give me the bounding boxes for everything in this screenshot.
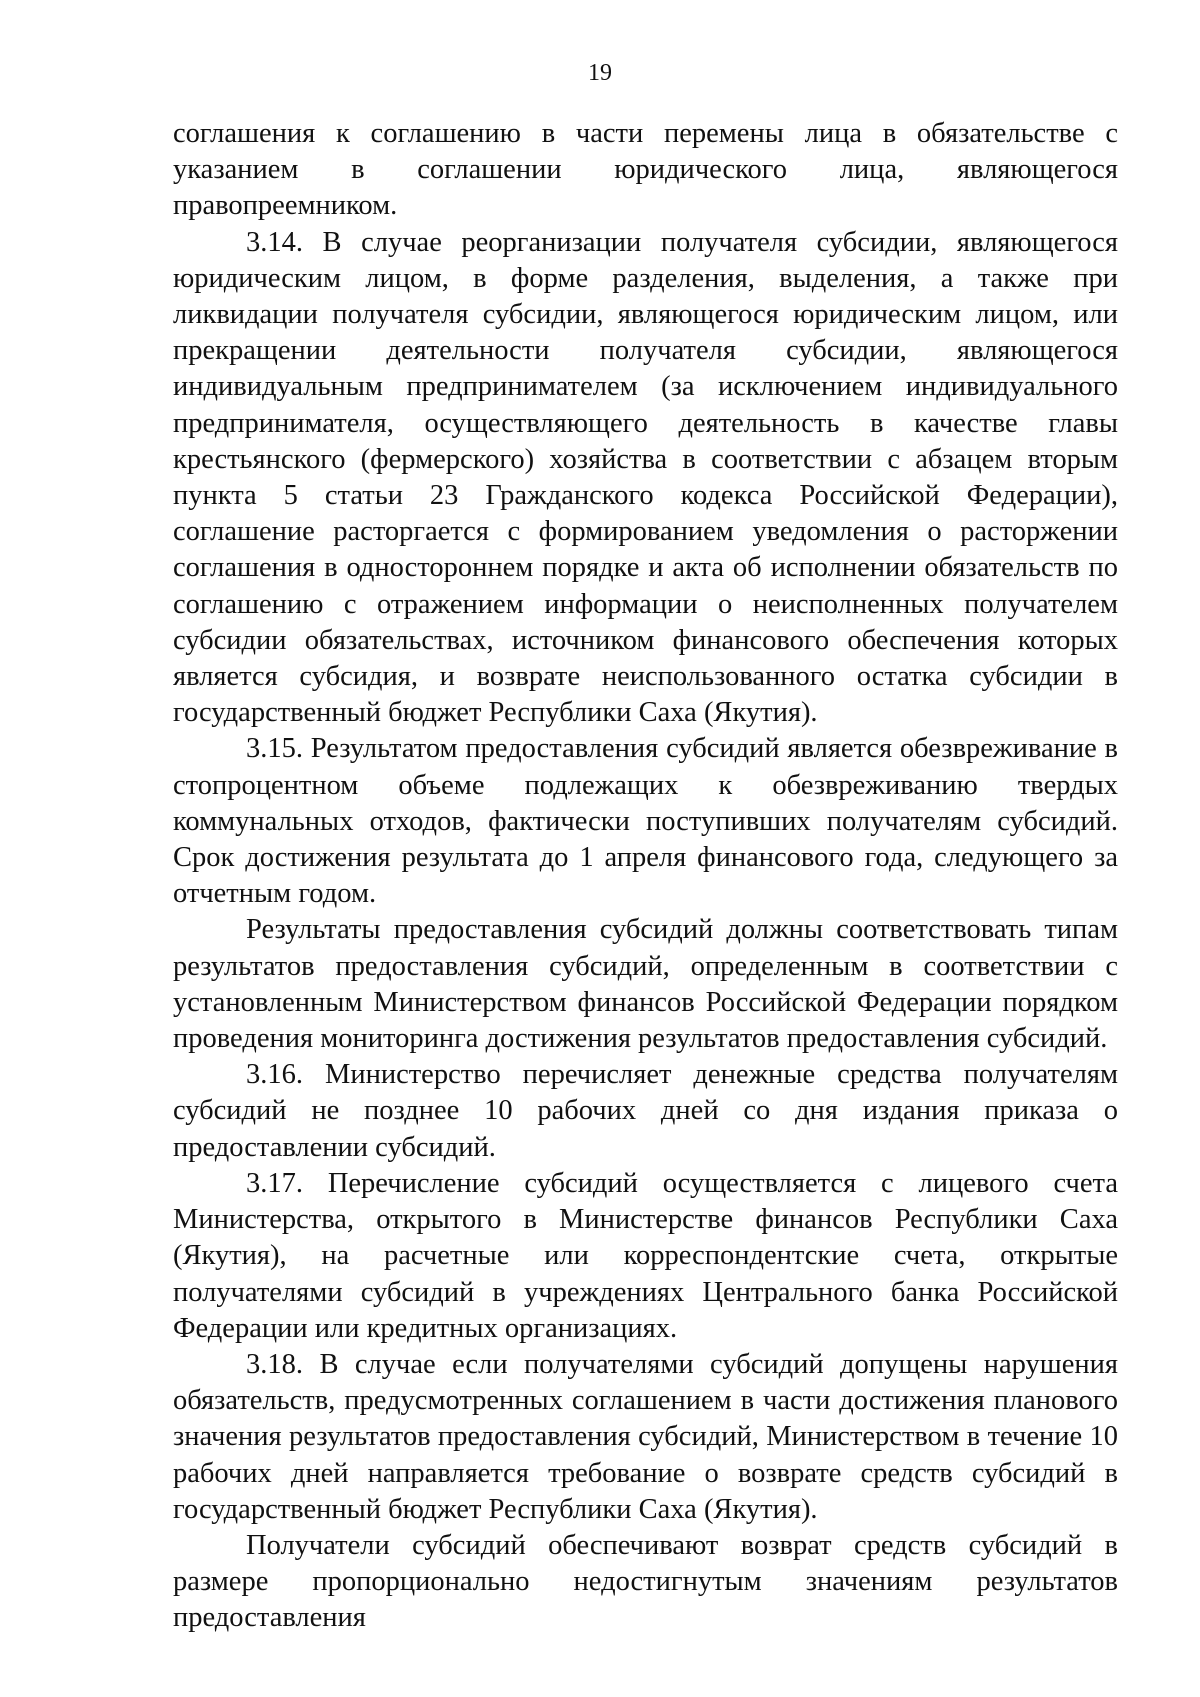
paragraph-3-17: 3.17. Перечисление субсидий осуществляется с лицевого счета Министерства, открытого в Министерстве финансов Республики Саха (Якутия), на расчетные или корреспондентские счета, открытые получателями субсидий в учреждениях Центрального банка Российской Федерации или кредитных организациях. (173, 1167, 1118, 1344)
paragraph-3-15: 3.15. Результатом предоставления субсидий является обезвреживание в стопроцентном объеме подлежащих к обезвреживанию твердых коммунальных отходов, фактически поступивших получателям субсидий. Срок достижения результата до 1 апреля финансового года, следующего за отчетным годом. (173, 733, 1118, 910)
paragraph-3-18: 3.18. В случае если получателями субсидий допущены нарушения обязательств, предусмотренных соглашением в части достижения планового значения результатов предоставления субсидий, Министерством в течение 10 рабочих дней направляется требование о возврате средств субсидий в государственный бюджет Республики Саха (Якутия). (173, 1348, 1118, 1525)
page-number: 19 (588, 60, 612, 86)
document-body (173, 116, 1118, 1637)
paragraph-3-18-return: Получатели субсидий обеспечивают возврат средств субсидий в размере пропорционально недостигнутым значениям результатов предоставления (173, 1529, 1118, 1634)
paragraph-3-15-results: Результаты предоставления субсидий должны соответствовать типам результатов предоставления субсидий, определенным в соответствии с установленным Министерством финансов Российской Федерации порядком проведения мониторинга достижения результатов предоставления субсидий. (173, 914, 1118, 1055)
paragraph-3-16: 3.16. Министерство перечисляет денежные средства получателям субсидий не позднее 10 рабочих дней со дня издания приказа о предоставлении субсидий. (173, 1059, 1118, 1163)
paragraph-continuation: соглашения к соглашению в части перемены лица в обязательстве с указанием в соглашении юридического лица, являющегося правопреемником. (173, 118, 1118, 222)
paragraph-3-14: 3.14. В случае реорганизации получателя субсидии, являющегося юридическим лицом, в форме разделения, выделения, а также при ликвидации получателя субсидии, являющегося юридическим лицом, или прекращении деятельности получателя субсидии, являющегося индивидуальным предпринимателем (за исключением индивидуального предпринимателя, осуществляющего деятельность в качестве главы крестьянского (фермерского) хозяйства в соответствии с абзацем вторым пункта 5 статьи 23 Гражданского кодекса Российской Федерации), соглашение расторгается с формированием уведомления о расторжении соглашения в одностороннем порядке и акта об исполнении обязательств по соглашению с отражением информации о неисполненных получателем субсидии обязательствах, источником финансового обеспечения которых является субсидия, и возврате неиспользованного остатка субсидии в государственный бюджет Республики Саха (Якутия). (173, 226, 1118, 729)
